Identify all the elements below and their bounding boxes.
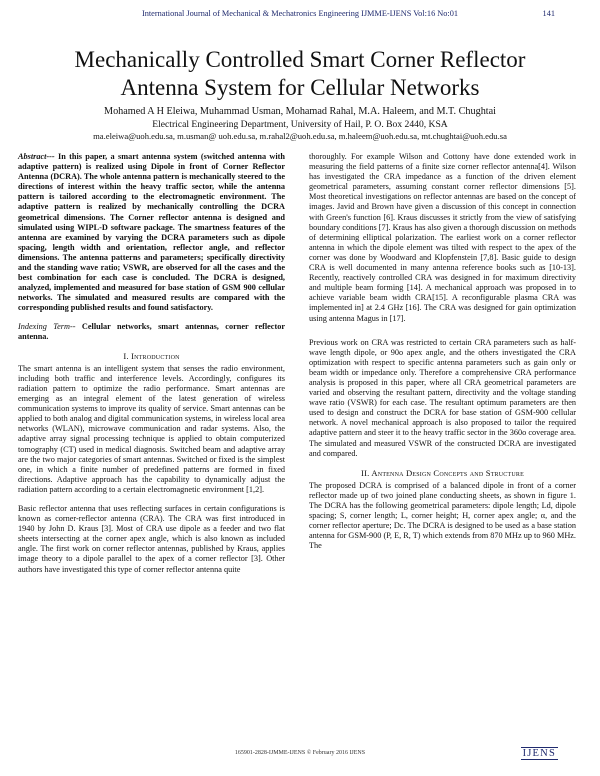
body-paragraph: thoroughly. For example Wilson and Cottony have done extended work in measuring the field patterns of a finite size corner reflector antenna[4]. Wilson has investigated the CRA impedance as a function of the driven element geometrical parameters, assuming constant corner reflector dimensions [5]. Most theoretical investigations on reflector antennas are based on the concept of images. Javid and Brown have given a discussion of this concept in connection with Green's function [6]. Kraus discusses it strictly from the view of satisfying boundary conditions [7]. Kraus has also given a thorough discussion on methods of determining elliptical polarization. The earliest work on a corner reflector antenna in which the dipole element was tilted with respect to the apex of the corner was done by Woodward and Klopfenstein [7,8]. Basic guide to design CRA is well documented in many antenna reference books such as [10-13]. Recently, reactively controlled CRA was designed in for maximum directivity and multiple beam forming [14]. A mechanical approach was proposed in to achieve variable beam width CRA[15]. A reconfigurable plasma CRA was implemented in] at 2.4 GHz [16]. The CRA was designed for gain optimization using antenna Magus in [17]. [309,152,576,323]
body-paragraph: Basic reflector antenna that uses reflecting surfaces in certain configurations is known as corner-reflector antenna (CRA). The CRA was first introduced in 1940 by John D. Kraus [3]. Most of CRA use dipole as a feeder and two flat sheets intersecting at the corner apex angle, which is also known as included angle. The first work on corner reflector antennas, published by Kraus, applies image theory to a dipole parallel to the apex of a corner reflector [3]. Other authors have investigated this type of corner reflector antenna quite [18,504,285,574]
author-list: Mohamed A H Eleiwa, Muhammad Usman, Mohamad Rahal, M.A. Haleem, and M.T. Chughtai [104,106,496,117]
page-number: 141 [542,9,555,18]
email-list: ma.eleiwa@uoh.edu.sa, m.usman@ uoh.edu.sa, m.rahal2@uoh.edu.sa, m.haleem@uoh.edu.sa, mt.chughtai@uoh.edu.sa [93,131,507,141]
affiliation: Electrical Engineering Department, University of Hail, P. O. Box 2440, KSA [152,119,448,130]
paper-title: Mechanically Controlled Smart Corner Reflector Antenna System for Cellular Networks [74,47,526,100]
left-column [18,152,285,575]
section-heading-introduction: I. Introduction [123,350,180,361]
abstract-text: In this paper, a smart antenna system (switched antenna with adaptive pattern) is realized using Dipole in front of Corner Reflector Antenna (DCRA). The whole antenna pattern is mechanically steered to the directions of interest within the heavy traffic sector, while the antenna pattern is tailored according to the electromagnetic environment. The adaptive pattern is realized by mechanically controlling the DCRA geometrical dimensions. The Corner reflector antenna is designed and simulated using WIPL-D software package. The smartness features of the antenna are examined by varying the DCRA parameters such as dipole spacing, length width and orientation, reflector angle, and reflector dimensions. The antenna patterns and parameters; specifically directivity and the standing wave ratio; VSWR, are observed for all the cases and the best combination for each case is concluded. The DCRA is designed, analyzed, implemented and measured for base station of GSM 900 cellular networks. The simulated and measured results are compared with the corresponding published results and found satisfactory. [18,152,285,313]
body-paragraph: The smart antenna is an intelligent system that senses the radio environment, including both traffic and interference levels. Accordingly, configures its radiation pattern to optimize the radio performance. Smart antennas are emerging as an integral element of the latest generation of wireless communication systems to improve its quality of service. Smart antennas can be applied to both analog and digital communication systems, in wireless local area networks (WLAN), microwave communication and radar systems. Also, the adaptive array signal processing technique is applied to obtain computerized tomography (CT) used in medical diagnosis. Switched beam and adaptive array are the two major categories of smart antennas. Switched or fixed is the simplest one, in which a finite number of predefined patterns are formed in fixed directions. Adaptive approach has the capability to dynamically adjust the radiation pattern according to a certain electromagnetic environment [1,2]. [18,363,285,494]
abstract-lead: Abstract--- [18,152,55,161]
journal-name: International Journal of Mechanical & Mechatronics Engineering IJMME-IJENS Vol:16 No:01 [141,9,459,18]
right-column [309,152,576,551]
running-head [0,9,600,23]
body-paragraph: The proposed DCRA is comprised of a balanced dipole in front of a corner reflector made up of two joined plane conducting sheets, as shown in figure 1. The DCRA has the following geometrical parameters: dipole length; Ld, dipole spacing; S, corner length; L, corner height; H, corner apex angle; α, and the corner reflector aperture; Dc. The DCRA is designed to be used as a base station antenna for GSM-900 (P, E, R, T) which extends from 870 MHz up to 960 MHz. The [309,480,576,551]
index-terms-text: Cellular networks, smart antennas, corner reflector antenna. [18,321,286,341]
ijens-logo: IJENS [522,748,556,759]
abstract [18,152,285,314]
section-heading-design: II. Antenna Design Concepts and Structure [361,467,524,478]
index-terms-lead: Indexing Term-- [18,321,76,331]
body-paragraph: Previous work on CRA was restricted to certain CRA parameters such as half-wave length dipole, or 90o apex angle, and the others investigated the CRA optimization with respect to specific antenna parameters such as gain only or beam width or impedance only. Therefore a comprehensive CRA performance analysis is proposed in this paper, where all CRA geometrical parameters are varied and observing the resultant pattern, directivity and the voltage standing wave ratio (VSWR) for each case. The resultant optimum parameters are then used to design and construct the DCRA for base station of GSM-900 cellular network. A novel mechanical approach is also proposed to tailor the required adaptive pattern and steer it to the heavy traffic sector in the 360o coverage area. The simulated and measured VSWR of the constructed DCRA are investigated and compared. [309,337,576,458]
index-terms [18,322,285,342]
page-footer: 165901-2828-IJMME-IJENS © February 2016 IJENS [234,750,366,756]
